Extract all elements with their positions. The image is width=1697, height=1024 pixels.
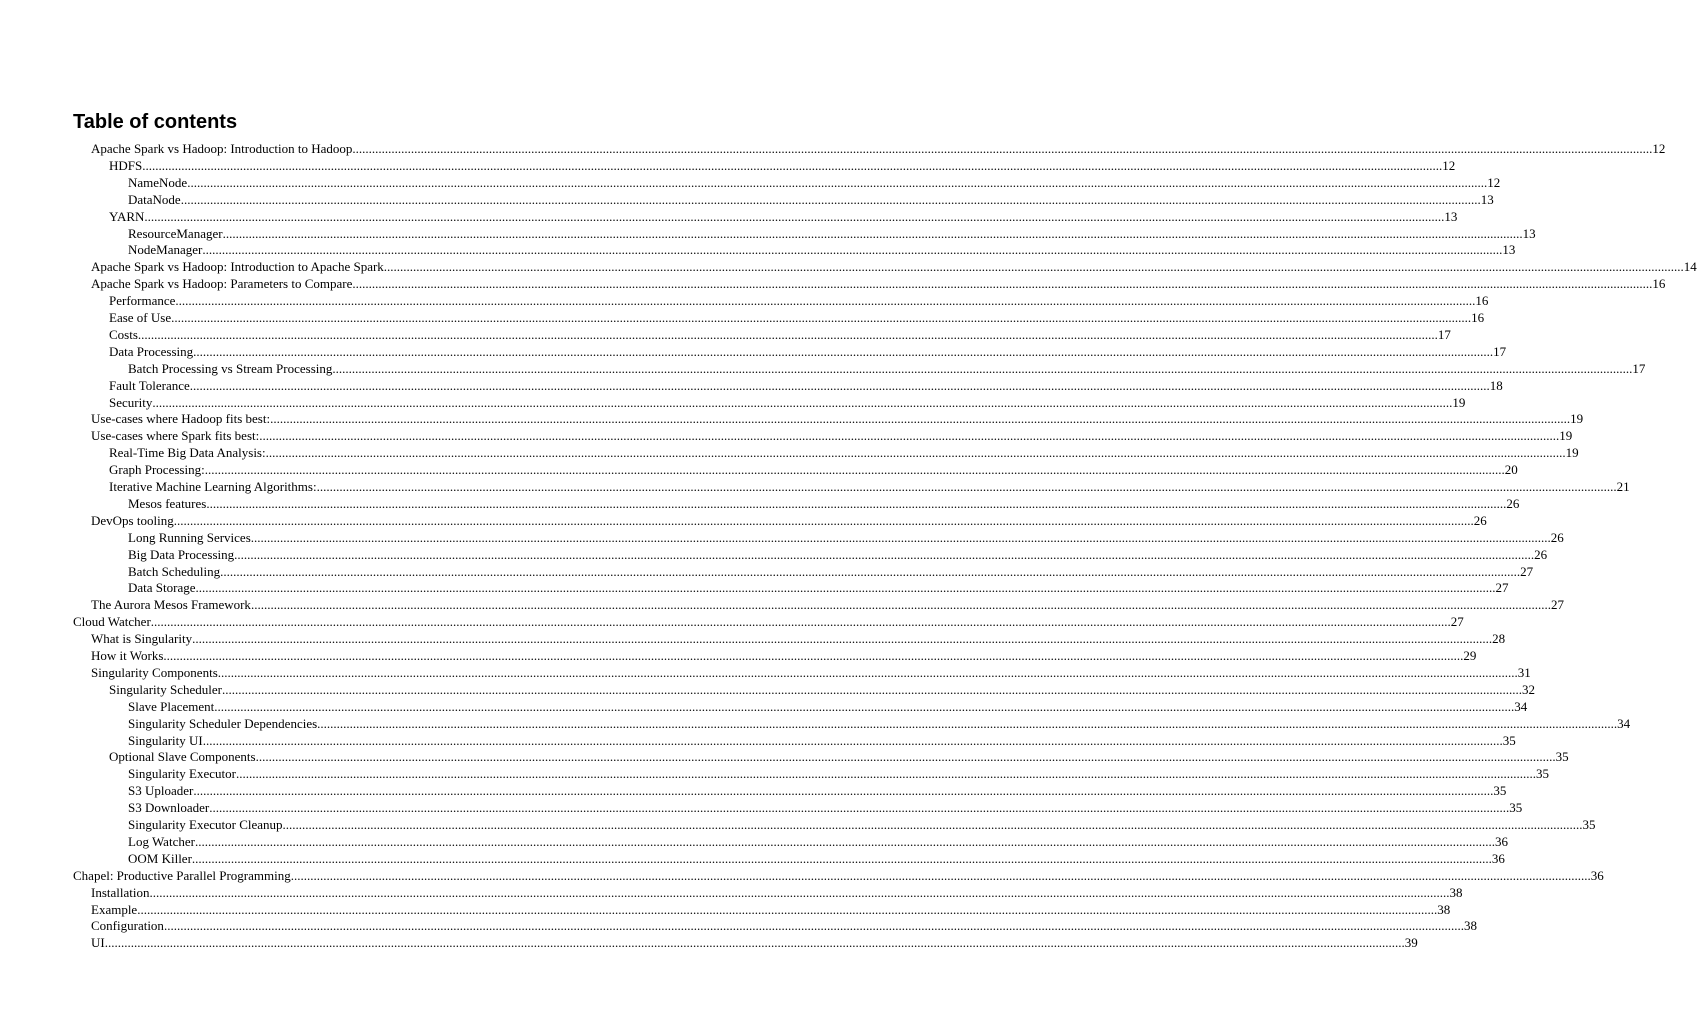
toc-entry-title: Iterative Machine Learning Algorithms:: [109, 479, 317, 494]
toc-entry-title: ResourceManager: [128, 225, 223, 241]
toc-entry[interactable]: [109, 681, 1536, 698]
toc-entry-page-number: 13: [1502, 242, 1516, 258]
toc-dot-leader: ................................................................................................................................................................................................................................................................................................................................................................................................................: [332, 360, 1633, 376]
toc-entry-page-number: 35: [1555, 749, 1569, 765]
toc-entry-title: Apache Spark vs Hadoop: Parameters to Compare: [91, 276, 353, 292]
toc-entry-title: Example: [91, 901, 138, 917]
toc-entry-page-number: 27: [1520, 563, 1534, 579]
toc-entry[interactable]: [91, 259, 1697, 275]
toc-dot-leader: ................................................................................................................................................................................................................................................................................................................................................................................................................: [214, 698, 1515, 714]
toc-entry-page-number: 35: [1535, 766, 1549, 782]
toc-dot-leader: ................................................................................................................................................................................................................................................................................................................................................................................................................: [152, 394, 1453, 410]
toc-entry-page-number: 12: [1487, 174, 1501, 190]
toc-dot-leader: ................................................................................................................................................................................................................................................................................................................................................................................................................: [149, 884, 1450, 900]
toc-entry-title: Performance: [109, 293, 176, 309]
toc-entry[interactable]: [109, 462, 1518, 478]
toc-dot-leader: ................................................................................................................................................................................................................................................................................................................................................................................................................: [173, 512, 1474, 528]
toc-entry[interactable]: [128, 698, 1528, 715]
toc-entry[interactable]: [128, 174, 1501, 191]
toc-dot-leader: ................................................................................................................................................................................................................................................................................................................................................................................................................: [316, 479, 1617, 494]
toc-entry[interactable]: [128, 495, 1520, 512]
toc-entry-page-number: 36: [1494, 833, 1508, 849]
toc-dot-leader: ................................................................................................................................................................................................................................................................................................................................................................................................................: [259, 428, 1560, 444]
toc-entry-page-number: 13: [1522, 225, 1536, 241]
toc-entry-title: DataNode: [128, 191, 181, 207]
toc-entry-title: Data Storage: [128, 580, 196, 596]
toc-entry-title: Slave Placement: [128, 698, 215, 714]
toc-entry[interactable]: [128, 715, 1631, 732]
toc-entry[interactable]: [109, 157, 1456, 174]
toc-dot-leader: ................................................................................................................................................................................................................................................................................................................................................................................................................: [220, 563, 1521, 579]
toc-entry[interactable]: [91, 597, 1564, 613]
toc-dot-leader: ................................................................................................................................................................................................................................................................................................................................................................................................................: [202, 242, 1503, 258]
toc-entry-page-number: 38: [1463, 918, 1477, 934]
toc-entry[interactable]: [73, 867, 1604, 884]
toc-entry[interactable]: [128, 833, 1508, 850]
toc-entry[interactable]: [128, 732, 1516, 749]
toc-entry-page-number: 35: [1493, 783, 1507, 799]
toc-dot-leader: ................................................................................................................................................................................................................................................................................................................................................................................................................: [265, 445, 1566, 461]
toc-dot-leader: ................................................................................................................................................................................................................................................................................................................................................................................................................: [163, 648, 1464, 663]
toc-dot-leader: ................................................................................................................................................................................................................................................................................................................................................................................................................: [234, 546, 1535, 562]
toc-entry-page-number: 35: [1582, 817, 1596, 832]
toc-entry-title: Singularity Executor: [128, 766, 236, 782]
toc-entry-title: Log Watcher: [128, 833, 195, 849]
toc-entry[interactable]: [128, 225, 1536, 242]
toc-entry-title: Fault Tolerance: [109, 377, 190, 393]
toc-dot-leader: ................................................................................................................................................................................................................................................................................................................................................................................................................: [137, 901, 1438, 917]
toc-dot-leader: ................................................................................................................................................................................................................................................................................................................................................................................................................: [192, 631, 1493, 647]
toc-entry[interactable]: [128, 191, 1494, 208]
toc-dot-leader: ................................................................................................................................................................................................................................................................................................................................................................................................................: [352, 141, 1653, 156]
toc-entry-title: Long Running Services: [128, 529, 251, 545]
toc-entry-page-number: 36: [1590, 867, 1604, 883]
toc-entry-page-number: 26: [1506, 495, 1520, 511]
toc-dot-leader: ................................................................................................................................................................................................................................................................................................................................................................................................................: [189, 377, 1490, 393]
toc-entry-page-number: 26: [1473, 512, 1487, 528]
toc-entry-page-number: 26: [1550, 529, 1564, 545]
toc-entry[interactable]: [128, 580, 1509, 596]
toc-entry[interactable]: [128, 529, 1564, 546]
toc-entry[interactable]: [91, 428, 1573, 444]
toc-entry-title: Apache Spark vs Hadoop: Introduction to Hadoop: [91, 141, 353, 156]
toc-entry-title: Use-cases where Spark fits best:: [91, 428, 260, 444]
toc-entry-title: Ease of Use: [109, 310, 172, 325]
toc-entry-title: Big Data Processing: [128, 546, 235, 562]
toc-entry-title: Mesos features: [128, 495, 207, 511]
toc-entry[interactable]: [91, 631, 1506, 647]
toc-entry-page-number: 38: [1449, 884, 1463, 900]
toc-entry[interactable]: [128, 242, 1516, 258]
toc-entry-page-number: 36: [1491, 850, 1505, 866]
toc-entry-page-number: 13: [1480, 191, 1494, 207]
toc-entry-page-number: 17: [1632, 360, 1646, 376]
toc-entry-title: Graph Processing:: [109, 462, 205, 478]
toc-entry[interactable]: [91, 141, 1666, 157]
toc-dot-leader: ................................................................................................................................................................................................................................................................................................................................................................................................................: [193, 343, 1494, 359]
toc-heading: Table of contents: [73, 111, 238, 133]
toc-entry[interactable]: [109, 343, 1507, 360]
toc-entry[interactable]: [109, 293, 1489, 309]
toc-dot-leader: ................................................................................................................................................................................................................................................................................................................................................................................................................: [235, 766, 1536, 782]
toc-entry-page-number: 26: [1534, 546, 1548, 562]
toc-entry-page-number: 35: [1509, 800, 1523, 816]
toc-entry-page-number: 20: [1504, 462, 1518, 478]
toc-dot-leader: ................................................................................................................................................................................................................................................................................................................................................................................................................: [171, 310, 1472, 325]
toc-entry-page-number: 34: [1514, 698, 1528, 714]
toc-entry-title: Optional Slave Components: [109, 749, 256, 765]
toc-entry[interactable]: [109, 749, 1569, 765]
toc-dot-leader: ................................................................................................................................................................................................................................................................................................................................................................................................................: [270, 411, 1571, 427]
toc-entry-title: Installation: [91, 884, 150, 900]
toc-entry[interactable]: [91, 664, 1531, 681]
toc-entry-page-number: 16: [1475, 293, 1489, 309]
toc-dot-leader: ................................................................................................................................................................................................................................................................................................................................................................................................................: [193, 783, 1494, 799]
toc-entry-title: Configuration: [91, 918, 164, 934]
toc-entry-title: DevOps tooling: [91, 512, 174, 528]
toc-dot-leader: ................................................................................................................................................................................................................................................................................................................................................................................................................: [180, 191, 1481, 207]
toc-entry[interactable]: [73, 614, 1464, 630]
toc-dot-leader: ................................................................................................................................................................................................................................................................................................................................................................................................................: [206, 495, 1507, 511]
toc-entry-title: Batch Scheduling: [128, 563, 221, 579]
toc-dot-leader: ................................................................................................................................................................................................................................................................................................................................................................................................................: [255, 749, 1556, 765]
toc-dot-leader: ................................................................................................................................................................................................................................................................................................................................................................................................................: [209, 800, 1510, 816]
toc-entry-page-number: 35: [1502, 732, 1516, 748]
toc-entry[interactable]: [128, 546, 1548, 563]
toc-entry-title: Singularity Components: [91, 664, 218, 680]
toc-entry-title: The Aurora Mesos Framework: [91, 597, 251, 613]
toc-dot-leader: ................................................................................................................................................................................................................................................................................................................................................................................................................: [204, 462, 1505, 478]
toc-entry-title: NameNode: [128, 174, 188, 190]
toc-dot-leader: ................................................................................................................................................................................................................................................................................................................................................................................................................: [144, 208, 1445, 224]
toc-dot-leader: ................................................................................................................................................................................................................................................................................................................................................................................................................: [163, 918, 1464, 934]
toc-entry[interactable]: [109, 377, 1503, 394]
toc-entry-page-number: 34: [1617, 715, 1631, 731]
toc-entry[interactable]: [128, 563, 1534, 580]
toc-dot-leader: ................................................................................................................................................................................................................................................................................................................................................................................................................: [217, 664, 1518, 680]
toc-entry[interactable]: [109, 479, 1630, 495]
toc-dot-leader: ................................................................................................................................................................................................................................................................................................................................................................................................................: [290, 867, 1591, 883]
toc-entry[interactable]: [91, 512, 1487, 529]
toc-entry-title: YARN: [109, 208, 145, 224]
toc-entry[interactable]: [91, 935, 1418, 951]
toc-entry-page-number: 16: [1471, 310, 1485, 325]
toc-entry[interactable]: [109, 208, 1458, 225]
toc-entry[interactable]: [91, 901, 1451, 918]
toc-entry-title: Data Processing: [109, 343, 194, 359]
toc-entry-title: Singularity Scheduler Dependencies: [128, 715, 318, 731]
toc-entry-page-number: 12: [1652, 141, 1666, 156]
toc-entry[interactable]: [128, 360, 1646, 377]
toc-entry-page-number: 38: [1437, 901, 1451, 917]
toc-entry[interactable]: [128, 800, 1523, 816]
toc-entry-page-number: 17: [1493, 343, 1507, 359]
toc-dot-leader: ................................................................................................................................................................................................................................................................................................................................................................................................................: [352, 276, 1653, 292]
toc-dot-leader: ................................................................................................................................................................................................................................................................................................................................................................................................................: [383, 259, 1684, 275]
toc-entry[interactable]: [109, 445, 1579, 461]
toc-entry-title: UI: [91, 935, 105, 951]
toc-dot-leader: ................................................................................................................................................................................................................................................................................................................................................................................................................: [195, 580, 1496, 596]
toc-entry-page-number: 13: [1444, 208, 1458, 224]
toc-entry[interactable]: [109, 310, 1485, 326]
toc-entry-page-number: 16: [1652, 276, 1666, 292]
toc-entry-title: Singularity Scheduler: [109, 681, 223, 697]
toc-entry-title: OOM Killer: [128, 850, 192, 866]
toc-entry-page-number: 31: [1517, 664, 1531, 680]
toc-entry[interactable]: [91, 918, 1477, 934]
toc-entry-page-number: 12: [1442, 157, 1456, 173]
toc-entry-page-number: 18: [1489, 377, 1503, 393]
toc-dot-leader: ................................................................................................................................................................................................................................................................................................................................................................................................................: [194, 833, 1495, 849]
toc-entry-title: Chapel: Productive Parallel Programming: [73, 867, 291, 883]
toc-entry[interactable]: [128, 817, 1596, 833]
toc-dot-leader: ................................................................................................................................................................................................................................................................................................................................................................................................................: [137, 326, 1438, 342]
toc-entry[interactable]: [91, 411, 1584, 427]
toc-entry-page-number: 21: [1616, 479, 1630, 494]
toc-entry-page-number: 14: [1683, 259, 1697, 275]
toc-entry-page-number: 19: [1452, 394, 1466, 410]
toc-dot-leader: ................................................................................................................................................................................................................................................................................................................................................................................................................: [175, 293, 1476, 309]
toc-entry-title: Cloud Watcher: [73, 614, 151, 630]
toc-entry-title: S3 Uploader: [128, 783, 194, 799]
toc-entry-page-number: 19: [1565, 445, 1579, 461]
toc-entry[interactable]: [91, 276, 1666, 292]
toc-entry-page-number: 29: [1463, 648, 1477, 663]
toc-entry-page-number: 39: [1404, 935, 1418, 951]
toc-entry-title: S3 Downloader: [128, 800, 210, 816]
toc-entry-title: Security: [109, 394, 153, 410]
toc-dot-leader: ................................................................................................................................................................................................................................................................................................................................................................................................................: [250, 597, 1551, 613]
toc-dot-leader: ................................................................................................................................................................................................................................................................................................................................................................................................................: [222, 681, 1523, 697]
toc-entry-page-number: 19: [1559, 428, 1573, 444]
toc-entry-page-number: 27: [1550, 597, 1564, 613]
toc-entry-title: NodeManager: [128, 242, 203, 258]
toc-entry[interactable]: [109, 326, 1451, 343]
toc-dot-leader: ................................................................................................................................................................................................................................................................................................................................................................................................................: [142, 157, 1443, 173]
toc-entry-title: Batch Processing vs Stream Processing: [128, 360, 333, 376]
toc-entry-page-number: 17: [1437, 326, 1451, 342]
toc-dot-leader: ................................................................................................................................................................................................................................................................................................................................................................................................................: [187, 174, 1488, 190]
toc-entry[interactable]: [128, 783, 1507, 799]
toc-entry-title: Singularity UI: [128, 732, 203, 748]
toc-dot-leader: ................................................................................................................................................................................................................................................................................................................................................................................................................: [104, 935, 1405, 951]
toc-entry-page-number: 32: [1522, 681, 1536, 697]
toc-entry[interactable]: [128, 850, 1505, 867]
toc-entry-title: What is Singularity: [91, 631, 193, 647]
toc-dot-leader: ................................................................................................................................................................................................................................................................................................................................................................................................................: [191, 850, 1492, 866]
toc-entry-title: HDFS: [109, 157, 143, 173]
toc-entry[interactable]: [91, 648, 1477, 664]
toc-entry[interactable]: [128, 766, 1549, 782]
toc-entry[interactable]: [109, 394, 1466, 411]
toc-entry-page-number: 27: [1450, 614, 1464, 630]
toc-entry-page-number: 19: [1570, 411, 1584, 427]
toc-dot-leader: ................................................................................................................................................................................................................................................................................................................................................................................................................: [282, 817, 1583, 832]
toc-entry-page-number: 27: [1495, 580, 1509, 596]
toc-entry-title: Use-cases where Hadoop fits best:: [91, 411, 271, 427]
toc-dot-leader: ................................................................................................................................................................................................................................................................................................................................................................................................................: [150, 614, 1451, 630]
toc-entry-title: Real-Time Big Data Analysis:: [109, 445, 266, 461]
toc-entry[interactable]: [91, 884, 1463, 901]
toc-dot-leader: ................................................................................................................................................................................................................................................................................................................................................................................................................: [202, 732, 1503, 748]
toc-entry-title: Apache Spark vs Hadoop: Introduction to Apache Spark: [91, 259, 384, 275]
toc-dot-leader: ................................................................................................................................................................................................................................................................................................................................................................................................................: [222, 225, 1523, 241]
toc-entry-title: Costs: [109, 326, 138, 342]
toc-entry-title: How it Works: [91, 648, 164, 663]
toc-dot-leader: ................................................................................................................................................................................................................................................................................................................................................................................................................: [250, 529, 1551, 545]
toc-entry-title: Singularity Executor Cleanup: [128, 817, 283, 832]
toc-entry-page-number: 28: [1492, 631, 1506, 647]
toc-dot-leader: ................................................................................................................................................................................................................................................................................................................................................................................................................: [317, 715, 1618, 731]
